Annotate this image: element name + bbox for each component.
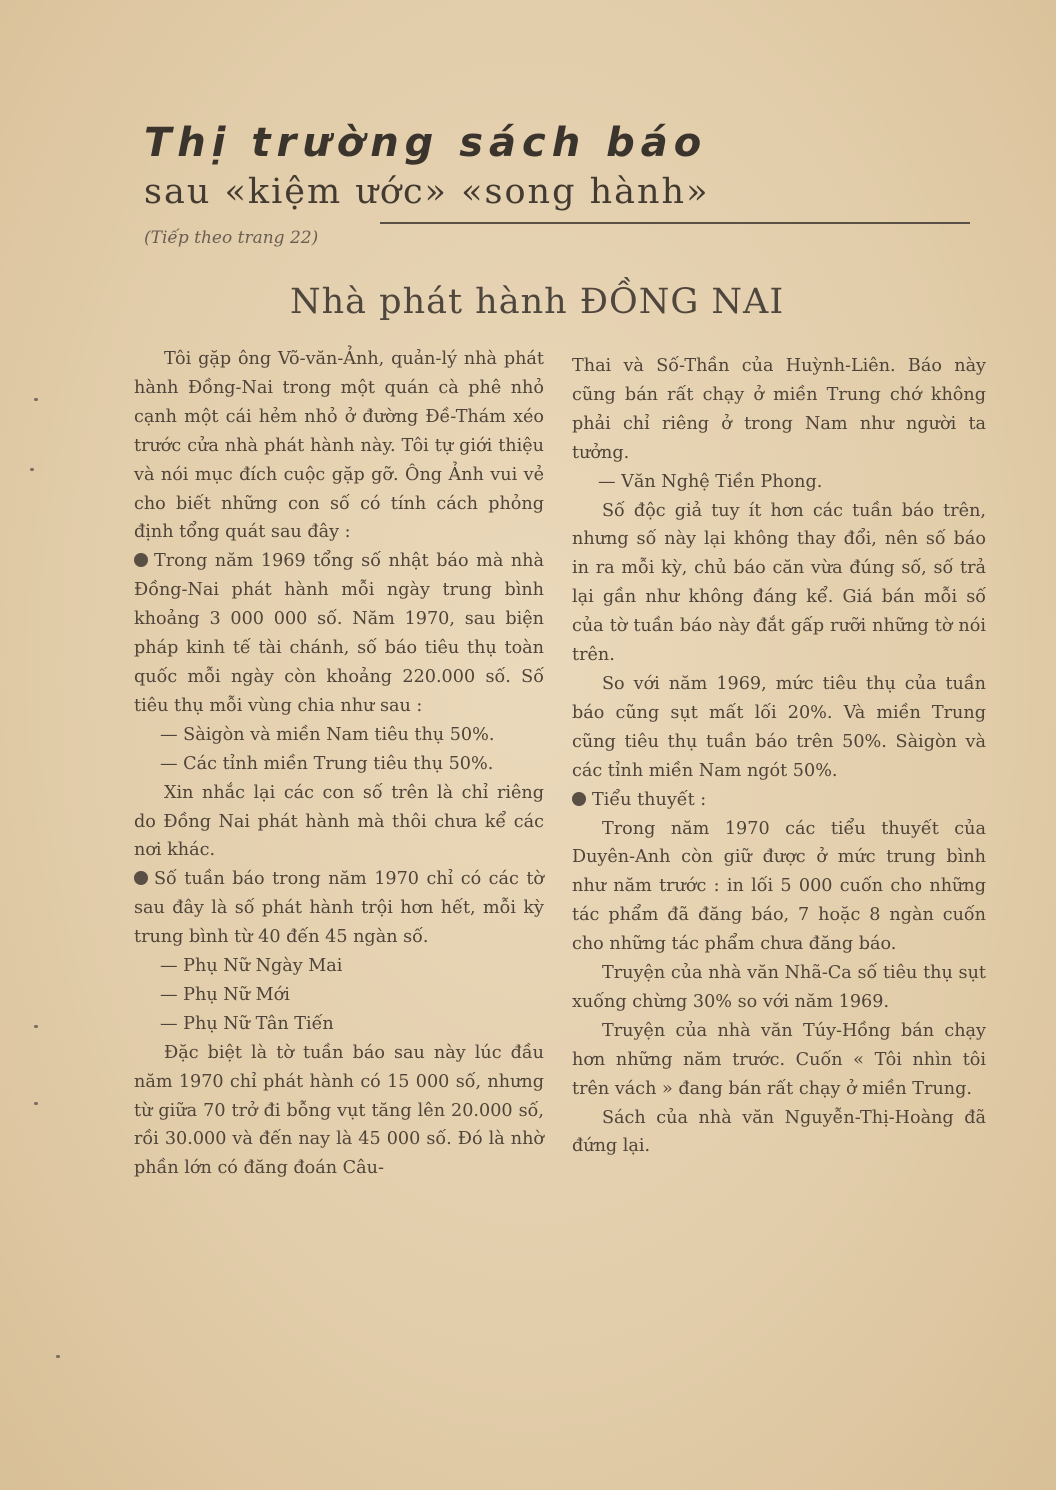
paper-speck xyxy=(56,1355,60,1358)
list-item: — Phụ Nữ Mới xyxy=(160,984,290,1005)
paragraph: Đặc biệt là tờ tuần báo sau này lúc đầu năm 1970 chỉ phát hành có 15 000 số, nhưng từ giữa 70 trở đi bỗng vụt tăng lên 20.000 số, rồi 30.000 và đến nay là 45 000 số. Đó là nhờ phần lớn có đăng đoán Câu- xyxy=(134,1042,544,1179)
paragraph: Truyện của nhà văn Túy-Hồng bán chạy hơn những năm trước. Cuốn « Tôi nhìn tôi trên vách » đang bán rất chạy ở miền Trung. xyxy=(572,1020,986,1099)
bullet-paragraph: Số tuần báo trong năm 1970 chỉ có các tờ sau đây là số phát hành trội hơn hết, mỗi kỳ trung bình từ 40 đến 45 ngàn số. xyxy=(134,869,544,948)
bullet-icon xyxy=(572,792,586,806)
paragraph: Truyện của nhà văn Nhã-Ca số tiêu thụ sụt xuống chừng 30% so với năm 1969. xyxy=(572,963,986,1012)
list-item: — Văn Nghệ Tiền Phong. xyxy=(598,471,823,492)
paragraph: Xin nhắc lại các con số trên là chỉ riêng do Đồng Nai phát hành mà thôi chưa kể các nơi khác. xyxy=(134,782,544,861)
article-subtitle: sau «kiệm ước» «song hành» xyxy=(144,172,710,212)
list-item: — Sàigòn và miền Nam tiêu thụ 50%. xyxy=(160,724,495,745)
paragraph: Thai và Số-Thần của Huỳnh-Liên. Báo này cũng bán rất chạy ở miền Trung chớ không phải chỉ riêng ở trong Nam như người ta tưởng. xyxy=(572,356,986,463)
paper-speck xyxy=(34,398,38,401)
section-heading: Nhà phát hành ĐỒNG NAI xyxy=(290,282,785,322)
article-title: Thị trường sách báo xyxy=(144,120,708,166)
paragraph: Tôi gặp ông Võ-văn-Ảnh, quản-lý nhà phát hành Đồng-Nai trong một quán cà phê nhỏ cạnh một cái hẻm nhỏ ở đường Đề-Thám xéo trước cửa nhà phát hành này. Tôi tự giới thiệu và nói mục đích cuộc gặp gỡ. Ông Ảnh vui vẻ cho biết những con số có tính cách phỏng định tổng quát sau đây : xyxy=(134,349,544,543)
list-item: — Các tỉnh miền Trung tiêu thụ 50%. xyxy=(160,753,494,774)
paragraph: Số độc giả tuy ít hơn các tuần báo trên, nhưng số này lại không thay đổi, nên số báo in ra mỗi kỳ, chủ báo căn vừa đúng số, số trả lại gần như không đáng kể. Giá bán mỗi số của tờ tuần báo này đắt gấp rưỡi những tờ nói trên. xyxy=(572,500,986,666)
paragraph: Sách của nhà văn Nguyễn-Thị-Hoàng đã đứng lại. xyxy=(572,1107,986,1157)
right-column xyxy=(572,352,986,1161)
paper-speck xyxy=(34,1102,38,1105)
paper-speck xyxy=(34,1025,38,1028)
continued-note: (Tiếp theo trang 22) xyxy=(144,228,319,248)
left-column xyxy=(134,345,544,1183)
title-divider xyxy=(380,222,970,224)
paragraph: Trong năm 1970 các tiểu thuyết của Duyên-Anh còn giữ được ở mức trung bình như năm trước : in lối 5 000 cuốn cho những tác phẩm đã đăng báo, 7 hoặc 8 ngàn cuốn cho những tác phẩm chưa đăng báo. xyxy=(572,818,986,955)
bullet-icon xyxy=(134,553,148,567)
list-item: — Phụ Nữ Tân Tiến xyxy=(160,1013,334,1034)
paper-speck xyxy=(30,468,34,471)
list-item: — Phụ Nữ Ngày Mai xyxy=(160,956,343,977)
bullet-paragraph: Trong năm 1969 tổng số nhật báo mà nhà Đồng-Nai phát hành mỗi ngày trung bình khoảng 3 000 000 số. Năm 1970, sau biện pháp kinh tế tài chánh, số báo tiêu thụ toàn quốc mỗi ngày còn khoảng 220.000 số. Số tiêu thụ mỗi vùng chia như sau : xyxy=(134,551,544,716)
bullet-icon xyxy=(134,871,148,885)
bullet-paragraph: Tiểu thuyết : xyxy=(572,786,986,815)
paragraph: So với năm 1969, mức tiêu thụ của tuần báo cũng sụt mất lối 20%. Và miền Trung cũng tiêu thụ tuần báo trên 50%. Sàigòn và các tỉnh miền Nam ngót 50%. xyxy=(572,673,986,781)
